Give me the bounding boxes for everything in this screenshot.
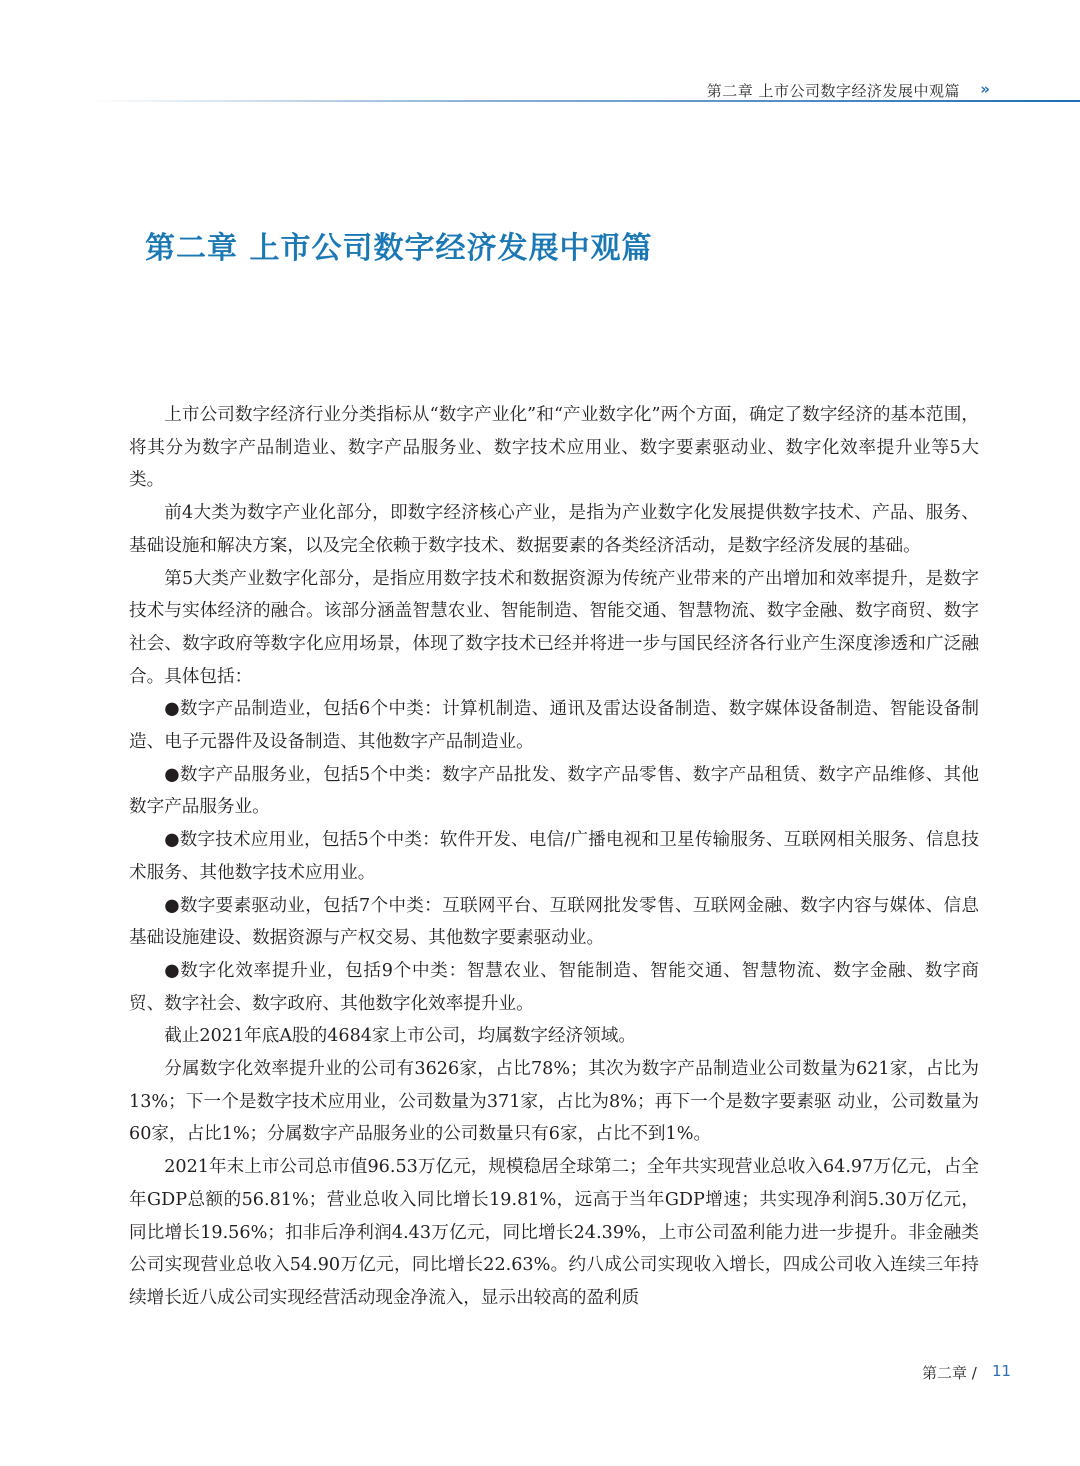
bullet-text: 数字产品制造业，包括6个中类：计算机制造、通讯及雷达设备制造、数字媒体设备制造、智能设备制造、电子元器件及设备制造、其他数字产品制造业。 [129,699,979,753]
header-rule [90,100,1080,102]
body-text [129,399,979,1315]
bullet-text: 数字产品服务业，包括5个中类：数字产品批发、数字产品零售、数字产品租赁、数字产品维修、其他数字产品服务业。 [129,764,979,818]
bullet-item [129,955,979,1020]
bullet-icon: ● [164,895,180,916]
bullet-icon: ● [164,764,180,785]
running-title: 第二章 上市公司数字经济发展中观篇 [706,82,960,100]
bullet-icon: ● [164,699,180,720]
paragraph: 前4大类为数字产业化部分，即数字经济核心产业，是指为产业数字化发展提供数字技术、产品、服务、基础设施和解决方案，以及完全依赖于数字技术、数据要素的各类经济活动，是数字经济发展的基础。 [129,503,979,556]
bullet-item [129,890,979,955]
footer-chapter-label: 第二章 / [922,1364,977,1382]
paragraph: 2021年末上市公司总市值96.53万亿元，规模稳居全球第二；全年共实现营业总收入64.97万亿元，占全年GDP总额的56.81%；营业总收入同比增长19.81%，远高于当年GDP增速；共实现净利润5.30万亿元，同比增长19.56%；扣非后净利润4.43万亿元，同比增长24.39%，上市公司盈利能力进一步提升。非金融类公司实现营业总收入54.90万亿元，同比增长22.63%。约八成公司实现收入增长，四成公司收入连续三年持续增长近八成公司实现经营活动现金净流入，显示出较高的盈利质 [129,1157,979,1308]
paragraph: 第5大类产业数字化部分，是指应用数字技术和数据资源为传统产业带来的产出增加和效率提升，是数字技术与实体经济的融合。该部分涵盖智慧农业、智能制造、智能交通、智慧物流、数字金融、数字商贸、数字社会、数字政府等数字化应用场景，体现了数字技术已经并将进一步与国民经济各行业产生深度渗透和广泛融合。具体包括： [129,568,979,687]
bullet-icon: ● [164,830,180,851]
paragraph: 分属数字化效率提升业的公司有3626家，占比78%；其次为数字产品制造业公司数量为621家，占比为13%；下一个是数字技术应用业，公司数量为371家，占比为8%；再下一个是数字要素驱 动业，公司数量为60家，占比1%；分属数字产品服务业的公司数量只有6家，占比不到1%。 [129,1059,979,1145]
bullet-item [129,824,979,889]
bullet-text: 数字技术应用业，包括5个中类：软件开发、电信/广播电视和卫星传输服务、互联网相关服务、信息技术服务、其他数字技术应用业。 [129,830,979,883]
bullet-icon: ● [164,960,180,981]
paragraph: 上市公司数字经济行业分类指标从“数字产业化”和“产业数字化”两个方面，确定了数字经济的基本范围，将其分为数字产品制造业、数字产品服务业、数字技术应用业、数字要素驱动业、数字化效率提升业等5大类。 [129,405,979,491]
paragraph: 截止2021年底A股的4684家上市公司，均属数字经济领域。 [164,1026,636,1047]
bullet-item [129,759,979,824]
bullet-text: 数字化效率提升业，包括9个中类：智慧农业、智能制造、智能交通、智慧物流、数字金融、数字商贸、数字社会、数字政府、其他数字化效率提升业。 [129,960,979,1014]
bullet-item [129,693,979,758]
double-chevron-icon: » [980,80,988,98]
bullet-text: 数字要素驱动业，包括7个中类：互联网平台、互联网批发零售、互联网金融、数字内容与媒体、信息基础设施建设、数据资源与产权交易、其他数字要素驱动业。 [129,895,979,949]
page-number: 11 [992,1362,1012,1380]
chapter-title: 第二章 上市公司数字经济发展中观篇 [145,231,653,266]
page-header [0,0,1080,108]
